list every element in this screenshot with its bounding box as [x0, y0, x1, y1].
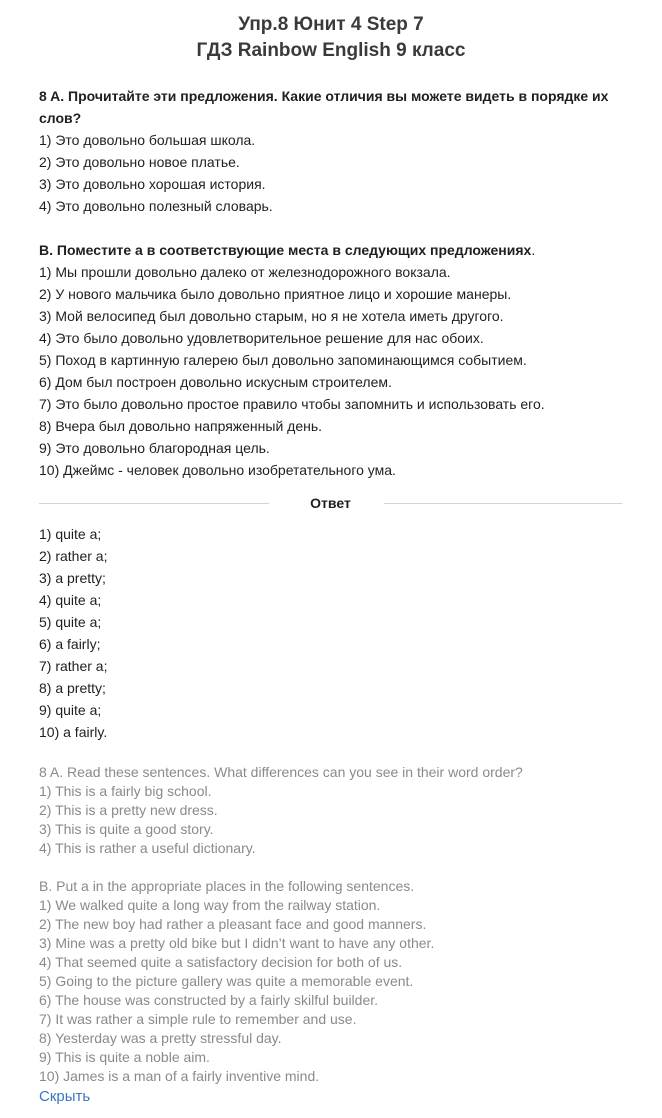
task-b-en — [39, 877, 622, 1086]
list-item: 4) Это было довольно удовлетворительное решение для нас обоих. — [39, 330, 484, 346]
list-item: 10) Джеймс - человек довольно изобретательного ума. — [39, 462, 396, 478]
list-item: 9) Это довольно благородная цель. — [39, 440, 270, 456]
list-item: 6) The house was constructed by a fairly skilful builder. — [39, 992, 379, 1008]
answer-label: Ответ — [310, 495, 351, 511]
answer-item: 2) rather a; — [39, 548, 108, 564]
list-item: 3) This is quite a good story. — [39, 821, 214, 837]
answer-item: 1) quite a; — [39, 526, 102, 542]
task-b-ru-heading — [39, 239, 622, 261]
list-item: 8) Yesterday was a pretty stressful day. — [39, 1030, 282, 1046]
list-item: 6) Дом был построен довольно искусным строителем. — [39, 374, 392, 390]
list-item: 7) Это было довольно простое правило чтобы запомнить и использовать его. — [39, 396, 545, 412]
list-item: 9) This is quite a noble aim. — [39, 1049, 210, 1065]
list-item: 3) Mine was a pretty old bike but I didn’t want to have any other. — [39, 935, 435, 951]
task-a-en — [39, 763, 622, 858]
answer-item: 10) a fairly. — [39, 724, 108, 740]
title-line-1: Упр.8 Юнит 4 Step 7 — [238, 14, 424, 35]
list-item: 8) Вчера был довольно напряженный день. — [39, 418, 323, 434]
list-item: 3) Это довольно хорошая история. — [39, 176, 266, 192]
list-item: 4) Это довольно полезный словарь. — [39, 198, 273, 214]
title-line-2: ГДЗ Rainbow English 9 класс — [196, 40, 466, 61]
task-a-ru — [39, 85, 622, 217]
list-item: 2) This is a pretty new dress. — [39, 802, 218, 818]
page-title — [0, 0, 662, 64]
list-item: 7) It was rather a simple rule to remember and use. — [39, 1011, 357, 1027]
answer-item: 7) rather a; — [39, 658, 108, 674]
answers-list — [39, 523, 622, 743]
task-b-en-heading: B. Put a in the appropriate places in the following sentences. — [39, 878, 415, 894]
list-item: 2) The new boy had rather a pleasant face and good manners. — [39, 916, 427, 932]
answer-item: 6) a fairly; — [39, 636, 101, 652]
list-item: 1) This is a fairly big school. — [39, 783, 212, 799]
list-item: 1) Мы прошли довольно далеко от железнодорожного вокзала. — [39, 264, 451, 280]
list-item: 4) This is rather a useful dictionary. — [39, 840, 256, 856]
answer-divider — [39, 493, 622, 513]
task-a-ru-heading: 8 A. Прочитайте эти предложения. Какие отличия вы можете видеть в порядке их слов? — [39, 88, 609, 126]
answer-item: 8) a pretty; — [39, 680, 106, 696]
answer-item: 4) quite a; — [39, 592, 102, 608]
answer-item: 9) quite a; — [39, 702, 102, 718]
list-item: 2) Это довольно новое платье. — [39, 154, 240, 170]
list-item: 10) James is a man of a fairly inventive mind. — [39, 1068, 320, 1084]
list-item: 5) Поход в картинную галерею был довольно запоминающимся событием. — [39, 352, 527, 368]
list-item: 5) Going to the picture gallery was quite a memorable event. — [39, 973, 414, 989]
list-item: 1) We walked quite a long way from the railway station. — [39, 897, 381, 913]
list-item: 4) That seemed quite a satisfactory decision for both of us. — [39, 954, 403, 970]
list-item: 1) Это довольно большая школа. — [39, 132, 256, 148]
task-b-ru-heading-text: В. Поместите a в соответствующие места в следующих предложениях — [39, 242, 532, 258]
divider-rule-right — [384, 503, 622, 504]
answer-item: 3) a pretty; — [39, 570, 106, 586]
list-item: 3) Мой велосипед был довольно старым, но я не хотела иметь другого. — [39, 308, 504, 324]
task-b-ru-heading-suffix: . — [531, 242, 536, 258]
task-b-ru — [39, 239, 622, 481]
answer-item: 5) quite a; — [39, 614, 102, 630]
list-item: 2) У нового мальчика было довольно приятное лицо и хорошие манеры. — [39, 286, 512, 302]
task-a-en-heading: 8 A. Read these sentences. What differences can you see in their word order? — [39, 764, 523, 780]
hide-link[interactable]: Скрыть — [39, 1088, 91, 1105]
